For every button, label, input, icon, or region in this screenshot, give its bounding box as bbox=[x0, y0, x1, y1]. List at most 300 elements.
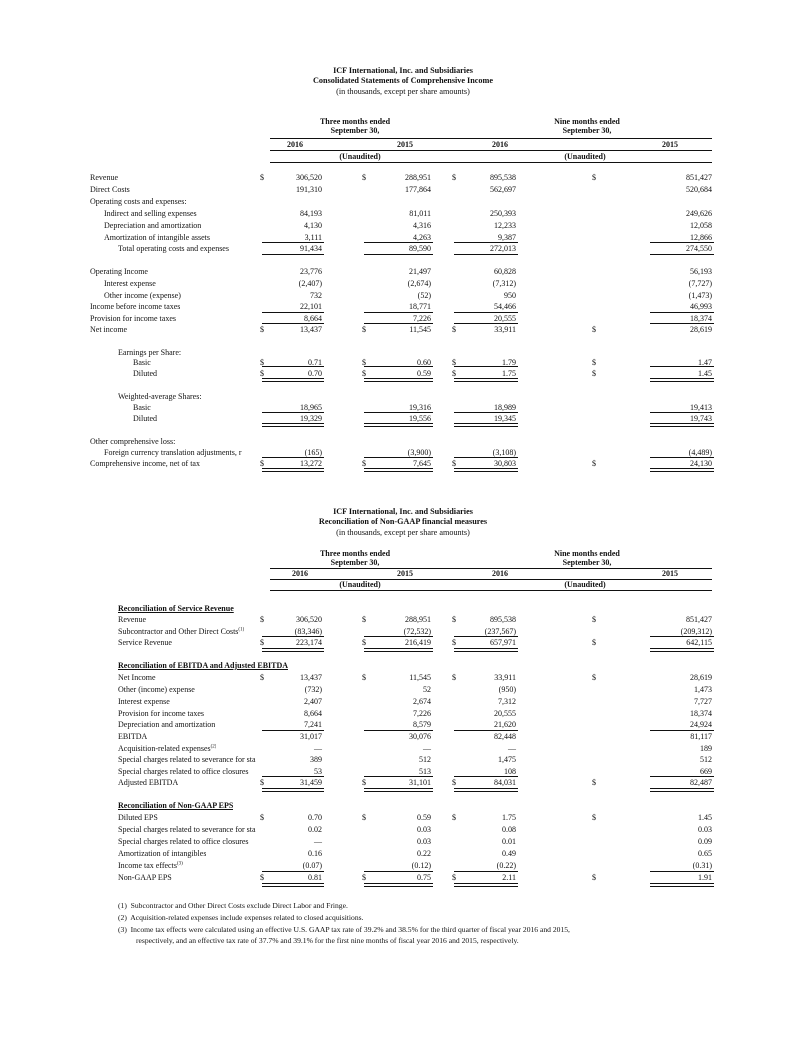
subtotal-rule bbox=[364, 730, 433, 731]
currency-symbol: $ bbox=[260, 638, 264, 647]
total-double-rule bbox=[364, 648, 433, 652]
subtotal-rule bbox=[262, 242, 324, 243]
footnote-3-cont: respectively, and an effective tax rate of 37.7% and 39.1% for the first nine months of fiscal year 2016 and 2015, respectively. bbox=[136, 936, 519, 945]
cell-value: 2,407 bbox=[304, 697, 322, 706]
row-label: Special charges related to office closures bbox=[118, 767, 249, 776]
cell-value: 12,866 bbox=[690, 233, 712, 242]
cell-value: 223,174 bbox=[296, 638, 322, 647]
cell-value: 19,556 bbox=[409, 414, 431, 423]
nine-months-header: Nine months ended September 30, bbox=[554, 549, 620, 567]
cell-value: 177,864 bbox=[405, 185, 431, 194]
table-row bbox=[0, 684, 806, 695]
total-double-rule bbox=[454, 788, 518, 792]
cell-value: 0.65 bbox=[698, 849, 712, 858]
total-double-rule bbox=[262, 883, 324, 887]
row-label: Amortization of intangible assets bbox=[104, 233, 210, 242]
cell-value: 60,828 bbox=[494, 267, 516, 276]
cell-value: 20,555 bbox=[494, 709, 516, 718]
cell-value: 19,413 bbox=[690, 403, 712, 412]
unaudited-label: (Unaudited) bbox=[564, 580, 606, 589]
cell-value: 19,345 bbox=[494, 414, 516, 423]
total-double-rule bbox=[650, 883, 714, 887]
cell-value: 950 bbox=[504, 291, 516, 300]
cell-value: (4,489) bbox=[688, 448, 712, 457]
row-label: Reconciliation of EBITDA and Adjusted EBITDA bbox=[118, 661, 289, 670]
col-2016-q: 2016 bbox=[292, 569, 308, 578]
cell-value: (0.12) bbox=[411, 861, 431, 870]
table-row bbox=[0, 266, 806, 277]
cell-value: 0.03 bbox=[417, 837, 431, 846]
subtotal-rule bbox=[364, 636, 433, 637]
row-label: Direct Costs bbox=[90, 185, 130, 194]
cell-value: 22,101 bbox=[300, 302, 322, 311]
subtotal-rule bbox=[454, 242, 518, 243]
total-double-rule bbox=[364, 788, 433, 792]
cell-value: 389 bbox=[310, 755, 322, 764]
col-2015-n: 2015 bbox=[662, 140, 678, 149]
subtotal-rule bbox=[454, 730, 518, 731]
currency-symbol: $ bbox=[452, 459, 456, 468]
col-2016-q: 2016 bbox=[287, 140, 303, 149]
row-label: Indirect and selling expenses bbox=[104, 209, 197, 218]
cell-value: 1,475 bbox=[498, 755, 516, 764]
cell-value: 1.47 bbox=[698, 358, 712, 367]
cell-value: 11,545 bbox=[409, 673, 431, 682]
cell-value: 11,545 bbox=[409, 325, 431, 334]
cell-value: 19,329 bbox=[300, 414, 322, 423]
currency-symbol: $ bbox=[592, 459, 596, 468]
table-row bbox=[0, 872, 806, 883]
total-double-rule bbox=[650, 378, 714, 382]
table-row bbox=[0, 301, 806, 312]
header-rule bbox=[270, 138, 712, 139]
currency-symbol: $ bbox=[260, 778, 264, 787]
cell-value: 288,951 bbox=[405, 173, 431, 182]
currency-symbol: $ bbox=[362, 358, 366, 367]
row-label: Operating Income bbox=[90, 267, 148, 276]
header-rule bbox=[270, 162, 712, 163]
cell-value: 18,989 bbox=[494, 403, 516, 412]
cell-value: 81,117 bbox=[690, 732, 712, 741]
cell-value: 56,193 bbox=[690, 267, 712, 276]
cell-value: 0.59 bbox=[417, 369, 431, 378]
cell-value: — bbox=[314, 837, 322, 846]
cell-value: (72,532) bbox=[403, 627, 431, 636]
col-2015-n: 2015 bbox=[662, 569, 678, 578]
cell-value: 12,058 bbox=[690, 221, 712, 230]
cell-value: 7,226 bbox=[413, 314, 431, 323]
cell-value: 21,497 bbox=[409, 267, 431, 276]
total-double-rule bbox=[454, 423, 518, 427]
currency-symbol: $ bbox=[592, 778, 596, 787]
cell-value: 8,664 bbox=[304, 709, 322, 718]
cell-value: 21,620 bbox=[494, 720, 516, 729]
company-name: ICF International, Inc. and Subsidiaries bbox=[333, 66, 473, 75]
cell-value: 46,993 bbox=[690, 302, 712, 311]
cell-value: 191,310 bbox=[296, 185, 322, 194]
total-double-rule bbox=[262, 788, 324, 792]
subtotal-rule bbox=[262, 776, 324, 777]
cell-value: 30,076 bbox=[409, 732, 431, 741]
footnote-3: (3) Income tax effects were calculated using an effective U.S. GAAP tax rate of 39.2% and 38.5% for the third quarter of fiscal year 2016 and 2015, bbox=[118, 925, 570, 934]
cell-value: 8,579 bbox=[413, 720, 431, 729]
subtotal-rule bbox=[454, 254, 518, 255]
subtotal-rule bbox=[454, 412, 518, 413]
cell-value: 0.03 bbox=[698, 825, 712, 834]
cell-value: 0.02 bbox=[308, 825, 322, 834]
header-rule bbox=[270, 150, 712, 151]
subtotal-rule bbox=[364, 242, 433, 243]
cell-value: (2,674) bbox=[407, 279, 431, 288]
table-row bbox=[0, 220, 806, 231]
table-row bbox=[0, 614, 806, 625]
currency-symbol: $ bbox=[452, 813, 456, 822]
col-2015-q: 2015 bbox=[397, 140, 413, 149]
cell-value: (0.31) bbox=[692, 861, 712, 870]
currency-symbol: $ bbox=[452, 173, 456, 182]
currency-symbol: $ bbox=[592, 638, 596, 647]
cell-value: 28,619 bbox=[690, 673, 712, 682]
subtotal-rule bbox=[454, 312, 518, 313]
cell-value: 91,434 bbox=[300, 244, 322, 253]
row-label: Reconciliation of Non-GAAP EPS bbox=[118, 801, 234, 810]
cell-value: 28,619 bbox=[690, 325, 712, 334]
table-row bbox=[0, 290, 806, 301]
table-row bbox=[0, 184, 806, 195]
cell-value: (1,473) bbox=[688, 291, 712, 300]
cell-value: 0.75 bbox=[417, 873, 431, 882]
row-label: Diluted bbox=[133, 414, 157, 423]
currency-symbol: $ bbox=[362, 873, 366, 882]
unaudited-label: (Unaudited) bbox=[339, 580, 381, 589]
total-double-rule bbox=[364, 378, 433, 382]
row-label: Depreciation and amortization bbox=[118, 720, 216, 729]
row-label: Depreciation and amortization bbox=[104, 221, 202, 230]
cell-value: 0.59 bbox=[417, 813, 431, 822]
cell-value: 851,427 bbox=[686, 615, 712, 624]
cell-value: 18,374 bbox=[690, 314, 712, 323]
subtotal-rule bbox=[454, 323, 518, 324]
statement-subtitle: (in thousands, except per share amounts) bbox=[336, 528, 470, 537]
cell-value: (83,346) bbox=[294, 627, 322, 636]
row-label: Revenue bbox=[90, 173, 118, 182]
currency-symbol: $ bbox=[592, 325, 596, 334]
cell-value: 7,645 bbox=[413, 459, 431, 468]
cell-value: 19,316 bbox=[409, 403, 431, 412]
total-double-rule bbox=[262, 423, 324, 427]
total-double-rule bbox=[454, 378, 518, 382]
currency-symbol: $ bbox=[362, 369, 366, 378]
cell-value: 84,193 bbox=[300, 209, 322, 218]
subtotal-rule bbox=[262, 730, 324, 731]
cell-value: 18,374 bbox=[690, 709, 712, 718]
total-double-rule bbox=[262, 378, 324, 382]
cell-value: 19,743 bbox=[690, 414, 712, 423]
total-double-rule bbox=[454, 648, 518, 652]
subtotal-rule bbox=[650, 366, 714, 367]
cell-value: 657,971 bbox=[490, 638, 516, 647]
row-label: Revenue bbox=[118, 615, 146, 624]
cell-value: 642,115 bbox=[686, 638, 712, 647]
row-label: Comprehensive income, net of tax bbox=[90, 459, 200, 468]
total-double-rule bbox=[650, 648, 714, 652]
subtotal-rule bbox=[262, 312, 324, 313]
currency-symbol: $ bbox=[452, 638, 456, 647]
row-label: EBITDA bbox=[118, 732, 148, 741]
currency-symbol: $ bbox=[592, 615, 596, 624]
row-label: Interest expense bbox=[118, 697, 170, 706]
subtotal-rule bbox=[262, 636, 324, 637]
row-label: Net income bbox=[90, 325, 128, 334]
row-label: Operating costs and expenses: bbox=[90, 197, 187, 206]
cell-value: 512 bbox=[700, 755, 712, 764]
currency-symbol: $ bbox=[362, 459, 366, 468]
currency-symbol: $ bbox=[260, 813, 264, 822]
currency-symbol: $ bbox=[260, 873, 264, 882]
table-row bbox=[0, 436, 806, 447]
table-row bbox=[0, 708, 806, 719]
table-row bbox=[0, 696, 806, 707]
subtotal-rule bbox=[262, 412, 324, 413]
three-months-header: Three months ended September 30, bbox=[319, 549, 391, 567]
col-2016-n: 2016 bbox=[492, 140, 508, 149]
currency-symbol: $ bbox=[260, 615, 264, 624]
footnote-2: (2) Acquisition-related expenses include expenses related to closed acquisitions. bbox=[118, 913, 364, 922]
cell-value: — bbox=[314, 744, 322, 753]
cell-value: 13,272 bbox=[300, 459, 322, 468]
table-row bbox=[0, 391, 806, 402]
cell-value: (237,567) bbox=[484, 627, 516, 636]
cell-value: 0.08 bbox=[502, 825, 516, 834]
cell-value: 24,924 bbox=[690, 720, 712, 729]
cell-value: 189 bbox=[700, 744, 712, 753]
currency-symbol: $ bbox=[452, 358, 456, 367]
table-row bbox=[0, 637, 806, 648]
row-label: Adjusted EBITDA bbox=[118, 778, 179, 787]
cell-value: 0.22 bbox=[417, 849, 431, 858]
unaudited-label: (Unaudited) bbox=[339, 152, 381, 161]
currency-symbol: $ bbox=[260, 369, 264, 378]
cell-value: 13,437 bbox=[300, 673, 322, 682]
row-label: Provision for income taxes bbox=[118, 709, 204, 718]
cell-value: — bbox=[423, 744, 431, 753]
total-double-rule bbox=[650, 788, 714, 792]
cell-value: (52) bbox=[417, 291, 431, 300]
table-row bbox=[0, 278, 806, 289]
statement-title: Consolidated Statements of Comprehensive Income bbox=[313, 76, 493, 85]
table-row bbox=[0, 860, 806, 871]
statement-title: Reconciliation of Non-GAAP financial measures bbox=[318, 517, 488, 526]
cell-value: 8,664 bbox=[304, 314, 322, 323]
table-row bbox=[0, 836, 806, 847]
row-label: Special charges related to severance for sta bbox=[118, 825, 256, 834]
cell-value: 306,520 bbox=[296, 173, 322, 182]
table-row bbox=[0, 660, 806, 671]
cell-value: (7,312) bbox=[492, 279, 516, 288]
cell-value: 9,387 bbox=[498, 233, 516, 242]
cell-value: 895,538 bbox=[490, 173, 516, 182]
table-row bbox=[0, 208, 806, 219]
cell-value: (732) bbox=[304, 685, 322, 694]
currency-symbol: $ bbox=[452, 873, 456, 882]
table-row bbox=[0, 812, 806, 823]
subtotal-rule bbox=[454, 457, 518, 458]
subtotal-rule bbox=[262, 323, 324, 324]
row-label: Reconciliation of Service Revenue bbox=[118, 604, 234, 613]
total-double-rule bbox=[262, 468, 324, 472]
currency-symbol: $ bbox=[362, 673, 366, 682]
cell-value: 669 bbox=[700, 767, 712, 776]
subtotal-rule bbox=[454, 366, 518, 367]
cell-value: 0.09 bbox=[698, 837, 712, 846]
currency-symbol: $ bbox=[362, 638, 366, 647]
cell-value: 31,017 bbox=[300, 732, 322, 741]
three-months-header: Three months ended September 30, bbox=[319, 117, 391, 135]
currency-symbol: $ bbox=[592, 813, 596, 822]
table-row bbox=[0, 672, 806, 683]
subtotal-rule bbox=[262, 366, 324, 367]
cell-value: 0.01 bbox=[502, 837, 516, 846]
subtotal-rule bbox=[364, 312, 433, 313]
row-label: Basic bbox=[133, 358, 151, 367]
cell-value: 23,776 bbox=[300, 267, 322, 276]
row-label: Subcontractor and Other Direct Costs$^{(1)}$ bbox=[118, 627, 245, 636]
row-label: Diluted EPS bbox=[118, 813, 158, 822]
row-label: Total operating costs and expenses bbox=[118, 244, 229, 253]
row-label: Diluted bbox=[133, 369, 157, 378]
cell-value: 12,233 bbox=[494, 221, 516, 230]
cell-value: 52 bbox=[423, 685, 431, 694]
cell-value: 1.91 bbox=[698, 873, 712, 882]
cell-value: (0.22) bbox=[496, 861, 516, 870]
currency-symbol: $ bbox=[362, 813, 366, 822]
subtotal-rule bbox=[364, 457, 433, 458]
cell-value: (3,108) bbox=[492, 448, 516, 457]
cell-value: 520,684 bbox=[686, 185, 712, 194]
header-rule bbox=[270, 590, 712, 591]
cell-value: 7,727 bbox=[694, 697, 712, 706]
table-row bbox=[0, 172, 806, 183]
currency-symbol: $ bbox=[592, 673, 596, 682]
cell-value: 82,487 bbox=[690, 778, 712, 787]
total-double-rule bbox=[454, 468, 518, 472]
cell-value: 89,590 bbox=[409, 244, 431, 253]
subtotal-rule bbox=[454, 776, 518, 777]
currency-symbol: $ bbox=[362, 778, 366, 787]
cell-value: 0.16 bbox=[308, 849, 322, 858]
cell-value: 4,263 bbox=[413, 233, 431, 242]
table-row bbox=[0, 848, 806, 859]
cell-value: 7,226 bbox=[413, 709, 431, 718]
subtotal-rule bbox=[650, 323, 714, 324]
total-double-rule bbox=[650, 423, 714, 427]
subtotal-rule bbox=[262, 457, 324, 458]
subtotal-rule bbox=[364, 323, 433, 324]
cell-value: 250,393 bbox=[490, 209, 516, 218]
currency-symbol: $ bbox=[260, 459, 264, 468]
company-name: ICF International, Inc. and Subsidiaries bbox=[333, 507, 473, 516]
currency-symbol: $ bbox=[260, 673, 264, 682]
nine-months-header: Nine months ended September 30, bbox=[554, 117, 620, 135]
subtotal-rule bbox=[364, 366, 433, 367]
total-double-rule bbox=[650, 468, 714, 472]
cell-value: — bbox=[508, 744, 516, 753]
row-label: Special charges related to severance for sta bbox=[118, 755, 256, 764]
cell-value: 24,130 bbox=[690, 459, 712, 468]
row-label: Income before income taxes bbox=[90, 302, 181, 311]
currency-symbol: $ bbox=[452, 325, 456, 334]
currency-symbol: $ bbox=[592, 873, 596, 882]
subtotal-rule bbox=[650, 412, 714, 413]
row-label: Interest expense bbox=[104, 279, 156, 288]
cell-value: 1.79 bbox=[502, 358, 516, 367]
cell-value: 732 bbox=[310, 291, 322, 300]
currency-symbol: $ bbox=[260, 173, 264, 182]
cell-value: (165) bbox=[304, 448, 322, 457]
cell-value: 1.45 bbox=[698, 813, 712, 822]
currency-symbol: $ bbox=[452, 778, 456, 787]
total-double-rule bbox=[364, 468, 433, 472]
subtotal-rule bbox=[650, 242, 714, 243]
cell-value: 30,803 bbox=[494, 459, 516, 468]
cell-value: 31,101 bbox=[409, 778, 431, 787]
currency-symbol: $ bbox=[260, 325, 264, 334]
cell-value: (2,407) bbox=[298, 279, 322, 288]
cell-value: 274,550 bbox=[686, 244, 712, 253]
cell-value: 0.03 bbox=[417, 825, 431, 834]
cell-value: 81,011 bbox=[409, 209, 431, 218]
subtotal-rule bbox=[650, 776, 714, 777]
subtotal-rule bbox=[364, 776, 433, 777]
subtotal-rule bbox=[650, 312, 714, 313]
cell-value: 249,626 bbox=[686, 209, 712, 218]
row-label: Non-GAAP EPS bbox=[118, 873, 172, 882]
cell-value: 562,697 bbox=[490, 185, 516, 194]
row-label: Basic bbox=[133, 403, 151, 412]
table-row bbox=[0, 777, 806, 788]
subtotal-rule bbox=[650, 636, 714, 637]
cell-value: 0.81 bbox=[308, 873, 322, 882]
cell-value: 851,427 bbox=[686, 173, 712, 182]
cell-value: 20,555 bbox=[494, 314, 516, 323]
cell-value: 108 bbox=[504, 767, 516, 776]
cell-value: 54,466 bbox=[494, 302, 516, 311]
subtotal-rule bbox=[262, 871, 324, 872]
total-double-rule bbox=[364, 883, 433, 887]
cell-value: 4,316 bbox=[413, 221, 431, 230]
table-row bbox=[0, 324, 806, 335]
cell-value: 0.60 bbox=[417, 358, 431, 367]
currency-symbol: $ bbox=[362, 615, 366, 624]
cell-value: 7,312 bbox=[498, 697, 516, 706]
unaudited-label: (Unaudited) bbox=[564, 152, 606, 161]
cell-value: 7,241 bbox=[304, 720, 322, 729]
row-label: Special charges related to office closures bbox=[118, 837, 249, 846]
total-double-rule bbox=[262, 648, 324, 652]
footnote-1: (1) Subcontractor and Other Direct Costs exclude Direct Labor and Fringe. bbox=[118, 901, 348, 910]
cell-value: (950) bbox=[498, 685, 516, 694]
subtotal-rule bbox=[364, 412, 433, 413]
cell-value: 0.49 bbox=[502, 849, 516, 858]
currency-symbol: $ bbox=[592, 173, 596, 182]
row-label: Income tax effects$^{(3)}$ bbox=[118, 861, 183, 870]
cell-value: 272,013 bbox=[490, 244, 516, 253]
cell-value: 2.11 bbox=[502, 873, 516, 882]
col-2016-n: 2016 bbox=[492, 569, 508, 578]
cell-value: 82,448 bbox=[494, 732, 516, 741]
currency-symbol: $ bbox=[452, 615, 456, 624]
table-row bbox=[0, 243, 806, 254]
